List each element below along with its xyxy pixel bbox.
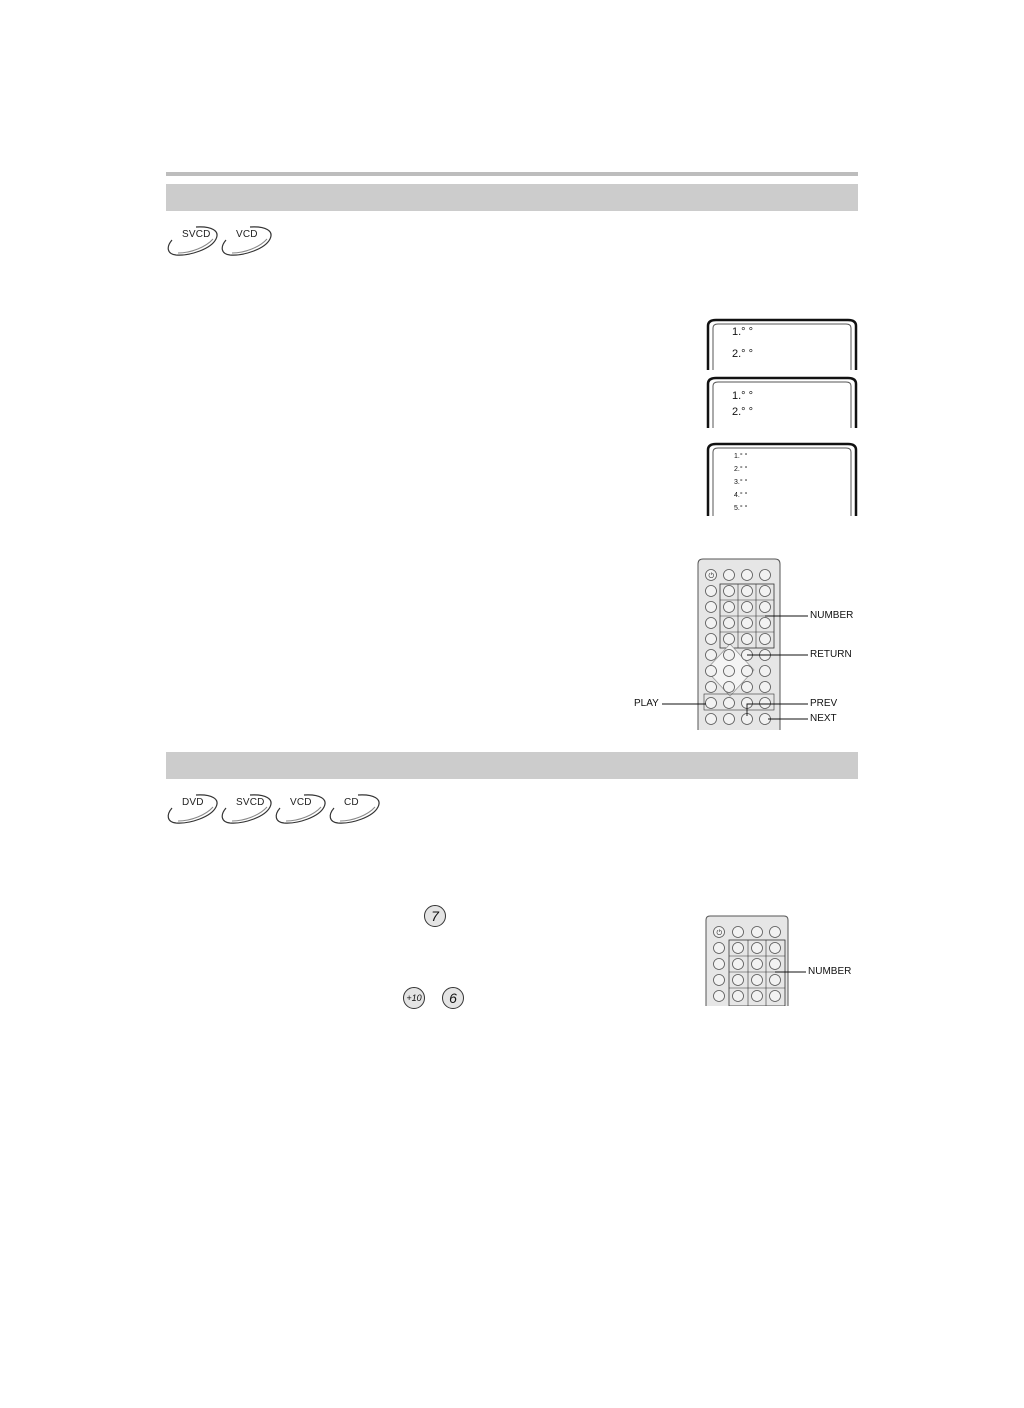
disc-label: SVCD bbox=[236, 797, 265, 808]
disc-label: VCD bbox=[290, 797, 312, 808]
disc-badge-vcd bbox=[274, 793, 330, 825]
menu-line: 1.° ° bbox=[732, 390, 754, 402]
menu-line: 1.° ° bbox=[734, 453, 748, 460]
menu-line: 2.° ° bbox=[734, 466, 748, 473]
callout-next: NEXT bbox=[810, 713, 837, 724]
menu-line: 2.° ° bbox=[732, 348, 754, 360]
callout-number: NUMBER bbox=[808, 966, 852, 977]
key-plus10-icon bbox=[402, 986, 426, 1010]
menu-line: 1.° ° bbox=[732, 326, 754, 338]
callout-number: NUMBER bbox=[810, 610, 854, 621]
disc-label: SVCD bbox=[182, 229, 211, 240]
disc-label: DVD bbox=[182, 797, 204, 808]
menu-line: 5.° ° bbox=[734, 505, 748, 512]
svg-text:⏻: ⏻ bbox=[716, 929, 723, 937]
section-1-header-band bbox=[166, 184, 858, 211]
callout-play: PLAY bbox=[634, 698, 659, 709]
remote-control-diagram bbox=[630, 558, 860, 730]
key-7-icon bbox=[423, 904, 447, 928]
callout-return: RETURN bbox=[810, 649, 852, 660]
tv-screen-1 bbox=[706, 318, 858, 370]
disc-badge-cd bbox=[328, 793, 384, 825]
key-label: +10 bbox=[406, 993, 422, 1003]
menu-line: 4.° ° bbox=[734, 492, 748, 499]
disc-badge-dvd bbox=[166, 793, 222, 825]
tv-screen-3 bbox=[706, 442, 858, 516]
svg-text:⏻: ⏻ bbox=[708, 572, 715, 580]
key-6-icon bbox=[441, 986, 465, 1010]
remote-control-number-diagram bbox=[700, 914, 860, 1006]
top-rule bbox=[166, 172, 858, 176]
disc-label: CD bbox=[344, 797, 359, 808]
callout-prev: PREV bbox=[810, 698, 838, 709]
disc-badge-vcd bbox=[220, 225, 276, 257]
section-2-header-band bbox=[166, 752, 858, 779]
menu-line: 3.° ° bbox=[734, 479, 748, 486]
key-label: 6 bbox=[449, 990, 457, 1006]
disc-badge-svcd bbox=[220, 793, 276, 825]
disc-badge-svcd bbox=[166, 225, 222, 257]
key-label: 7 bbox=[431, 908, 439, 924]
menu-line: 2.° ° bbox=[732, 406, 754, 418]
tv-screen-2 bbox=[706, 376, 858, 428]
disc-label: VCD bbox=[236, 229, 258, 240]
